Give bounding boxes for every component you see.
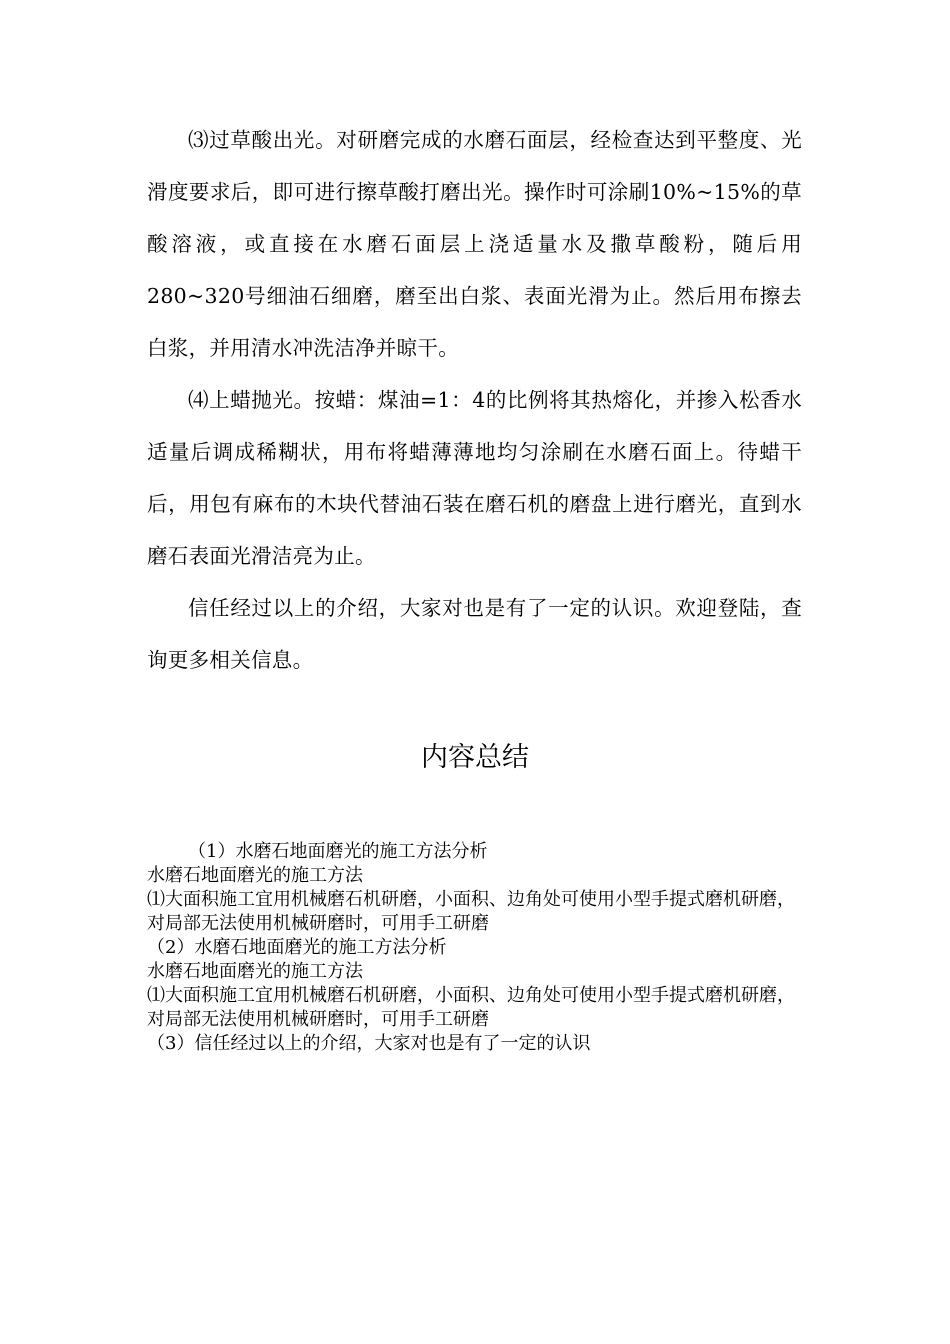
summary-line: （1）水磨石地面磨光的施工方法分析 <box>188 841 488 862</box>
summary-line: （2）水磨石地面磨光的施工方法分析 <box>147 937 447 958</box>
summary-line: ⑴大面积施工宜用机械磨石机研磨，小面积、边角处可使用小型手提式磨机研磨，对局部无法使用机械研磨时，可用手工研磨 <box>147 889 795 934</box>
body-text <box>147 114 802 686</box>
summary-line: 水磨石地面磨光的施工方法 <box>147 961 363 982</box>
summary-line: （3）信任经过以上的介绍，大家对也是有了一定的认识 <box>147 1033 591 1054</box>
paragraph-closing: 信任经过以上的介绍，大家对也是有了一定的认识。欢迎登陆，查询更多相关信息。 <box>147 596 802 672</box>
summary-section <box>147 840 802 1056</box>
summary-line: 水磨石地面磨光的施工方法 <box>147 865 363 886</box>
paragraph-wax-polishing: ⑷上蜡抛光。按蜡：煤油=1：4的比例将其热熔化，并掺入松香水适量后调成稀糊状，用布将蜡薄薄地均匀涂刷在水磨石面上。待蜡干后，用包有麻布的木块代替油石装在磨石机的磨盘上进行磨光，直到水磨石表面光滑洁亮为止。 <box>147 388 802 568</box>
summary-title: 内容总结 <box>421 742 529 773</box>
paragraph-oxalic-acid-polishing: ⑶过草酸出光。对研磨完成的水磨石面层，经检查达到平整度、光滑度要求后，即可进行擦草酸打磨出光。操作时可涂刷10%~15%的草酸溶液，或直接在水磨石面层上浇适量水及撒草酸粉，随后用280~320号细油石细磨，磨至出白浆、表面光滑为止。然后用布擦去白浆，并用清水冲洗洁净并晾干。 <box>147 128 802 360</box>
summary-line: ⑴大面积施工宜用机械磨石机研磨，小面积、边角处可使用小型手提式磨机研磨，对局部无法使用机械研磨时，可用手工研磨 <box>147 985 795 1030</box>
